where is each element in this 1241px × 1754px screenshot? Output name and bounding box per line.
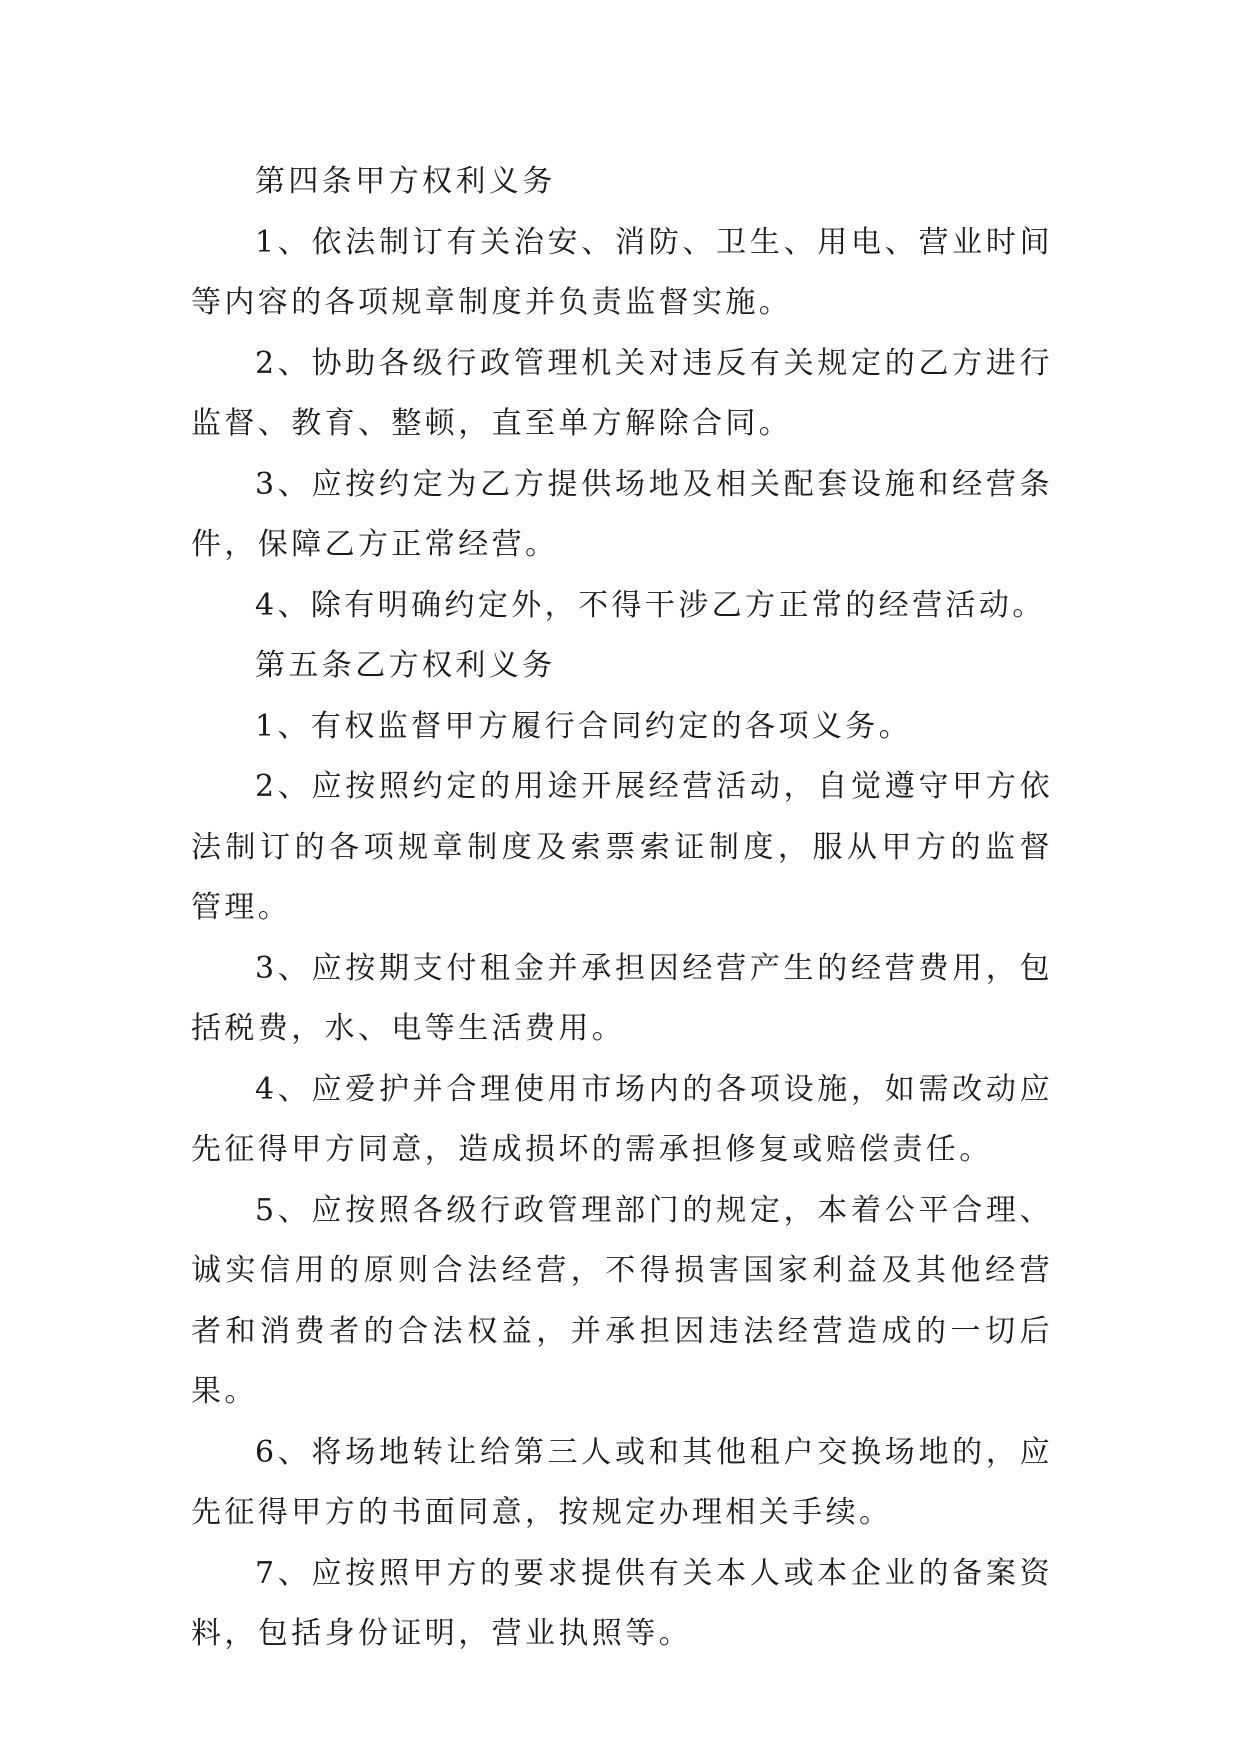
article-5-clause-5: 5、应按照各级行政管理部门的规定，本着公平合理、诚实信用的原则合法经营，不得损害国家利益及其他经营者和消费者的合法权益，并承担因违法经营造成的一切后果。 [191, 1192, 1053, 1409]
article-4-clause-3: 3、应按约定为乙方提供场地及相关配套设施和经营条件，保障乙方正常经营。 [191, 466, 1053, 562]
article-5-clause-4: 4、应爱护并合理使用市场内的各项设施，如需改动应先征得甲方同意，造成损坏的需承担修复或赔偿责任。 [191, 1071, 1053, 1167]
article-4-clause-4: 4、除有明确约定外，不得干涉乙方正常的经营活动。 [255, 587, 1046, 623]
article-5-clause-2: 2、应按照约定的用途开展经营活动，自觉遵守甲方依法制订的各项规章制度及索票索证制度，服从甲方的监督管理。 [191, 769, 1053, 925]
article-5-clause-7: 7、应按照甲方的要求提供有关本人或本企业的备案资料，包括身份证明，营业执照等。 [191, 1555, 1053, 1651]
article-4-clause-2: 2、协助各级行政管理机关对违反有关规定的乙方进行监督、教育、整顿，直至单方解除合同。 [191, 345, 1053, 441]
section-heading-article-4: 第四条甲方权利义务 [255, 164, 556, 199]
document-body [191, 152, 1053, 1665]
article-5-clause-6: 6、将场地转让给第三人或和其他租户交换场地的，应先征得甲方的书面同意，按规定办理相关手续。 [191, 1434, 1053, 1530]
section-heading-article-5: 第五条乙方权利义务 [255, 648, 556, 683]
article-4-clause-1: 1、依法制订有关治安、消防、卫生、用电、营业时间等内容的各项规章制度并负责监督实施。 [191, 224, 1053, 320]
article-5-clause-1: 1、有权监督甲方履行合同约定的各项义务。 [255, 708, 913, 744]
article-5-clause-3: 3、应按期支付租金并承担因经营产生的经营费用，包括税费，水、电等生活费用。 [191, 950, 1053, 1046]
